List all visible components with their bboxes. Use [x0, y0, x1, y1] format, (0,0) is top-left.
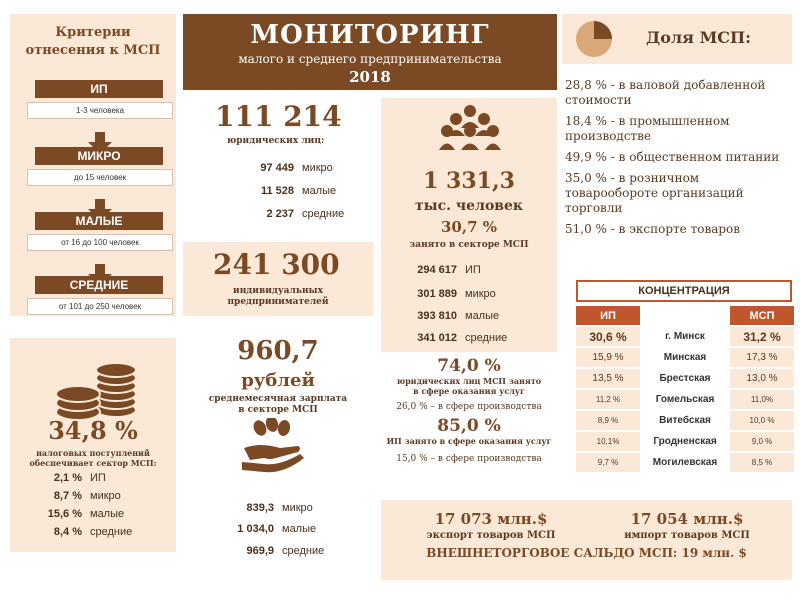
- employment-share: 30,7 %: [440, 218, 497, 236]
- employment-panel: [381, 98, 557, 352]
- page-year: 2018: [349, 68, 391, 86]
- legal-label: юридических лиц:: [227, 136, 325, 146]
- legal-row: 97 449 микро: [260, 162, 333, 174]
- services-ie-prod: 15,0 % – в сфере производства: [396, 454, 542, 464]
- employment-row: 301 889 микро: [417, 288, 496, 300]
- ie-total: 241 300: [213, 248, 340, 281]
- level-ip-desc: 1-3 человека: [27, 102, 173, 119]
- level-ip: ИП: [35, 80, 163, 98]
- pie-chart-icon: [574, 19, 614, 59]
- criteria-title: Критерии отнесения к МСП: [25, 25, 161, 58]
- share-item: 28,8 % - в валовой добавленной стоимости: [565, 78, 766, 107]
- share-item: 49,9 % - в общественном питании: [565, 150, 780, 164]
- tax-row: 8,7 % микро: [53, 490, 121, 502]
- tax-row: 2,1 % ИП: [53, 472, 106, 484]
- import-value: 17 054 млн.$: [630, 510, 744, 528]
- salary-row: 839,3 микро: [246, 502, 313, 514]
- employment-total: 1 331,3: [423, 168, 515, 194]
- header-banner: [183, 14, 557, 90]
- concentration-row: 10,1% Гродненская 9,0 %: [576, 432, 794, 451]
- employment-row: 393 810 малые: [417, 310, 500, 322]
- salary-label: среднемесячная зарплата в секторе МСП: [208, 394, 348, 415]
- page-title: МОНИТОРИНГ: [250, 20, 490, 50]
- services-ie-value: 85,0 %: [437, 416, 501, 436]
- salary-value: 960,7: [237, 336, 319, 366]
- coins-icon: [52, 358, 138, 422]
- tax-label: налоговых поступлений обеспечивает сектор МСП:: [29, 448, 157, 468]
- trade-balance: ВНЕШНЕТОРГОВОЕ САЛЬДО МСП: 19 млн. $: [426, 546, 747, 560]
- level-medium-desc: от 101 до 250 человек: [27, 298, 173, 315]
- tax-panel: [10, 338, 176, 552]
- legal-row: 2 237 средние: [266, 208, 345, 220]
- level-micro: МИКРО: [35, 147, 163, 165]
- concentration-header: ИП МСП: [576, 306, 794, 325]
- services-legal-label: юридических лиц МСП занято в сфере оказания услуг: [396, 376, 542, 396]
- tax-value: 34,8 %: [48, 416, 138, 445]
- employment-unit: тыс. человек: [414, 198, 524, 214]
- share-item: 51,0 % - в экспорте товаров: [565, 222, 741, 236]
- concentration-row: 11,2 % Гомельская 11,0%: [576, 390, 794, 409]
- share-header: [562, 14, 792, 64]
- share-item: 18,4 % - в промышленном производстве: [565, 114, 730, 143]
- services-block: [381, 356, 557, 464]
- level-small-desc: от 16 до 100 человек: [27, 234, 173, 251]
- legal-row: 11 528 малые: [260, 185, 337, 197]
- concentration-row: 9,7 % Могилевская 8,5 %: [576, 453, 794, 472]
- employment-row: 341 012 средние: [417, 332, 508, 344]
- share-item: 35,0 % - в розничном товарообороте организаций торговли: [565, 171, 744, 215]
- employment-label: занято в секторе МСП: [409, 240, 529, 250]
- employment-row: 294 617 ИП: [417, 264, 481, 276]
- services-ie-label: ИП занято в сфере оказания услуг: [386, 436, 552, 446]
- services-legal-prod: 26,0 % – в сфере производства: [396, 402, 542, 412]
- export-label: экспорт товаров МСП: [426, 530, 556, 541]
- concentration-row: 8,9 % Витебская 10,0 %: [576, 411, 794, 430]
- ie-label: индивидуальных предпринимателей: [227, 286, 329, 307]
- tax-row: 8,4 % средние: [53, 526, 133, 538]
- export-value: 17 073 млн.$: [434, 510, 548, 528]
- ie-panel: [183, 242, 373, 316]
- import-label: импорт товаров МСП: [624, 530, 750, 541]
- concentration-table: [576, 304, 794, 474]
- page-subtitle: малого и среднего предпринимательства: [238, 52, 502, 66]
- level-medium: СРЕДНИЕ: [35, 276, 163, 294]
- concentration-row: 15,9 % Минская 17,3 %: [576, 348, 794, 367]
- trade-panel: [381, 500, 792, 580]
- level-micro-desc: до 15 человек: [27, 169, 173, 186]
- concentration-row: 13,5 % Брестская 13,0 %: [576, 369, 794, 388]
- level-small: МАЛЫЕ: [35, 212, 163, 230]
- share-title: Доля МСП:: [646, 28, 752, 47]
- salary-unit: рублей: [241, 370, 315, 391]
- salary-row: 1 034,0 малые: [237, 523, 317, 535]
- people-icon: [439, 104, 501, 158]
- tax-row: 15,6 % малые: [47, 508, 125, 520]
- criteria-panel: [10, 14, 176, 316]
- salary-row: 969,9 средние: [246, 545, 325, 557]
- legal-total: 111 214: [215, 100, 342, 133]
- concentration-title: КОНЦЕНТРАЦИЯ: [576, 280, 792, 302]
- hand-coins-icon: [240, 418, 310, 478]
- share-list: [565, 78, 790, 237]
- services-legal-value: 74,0 %: [437, 356, 501, 376]
- concentration-row: 30,6 % г. Минск 31,2 %: [576, 327, 794, 346]
